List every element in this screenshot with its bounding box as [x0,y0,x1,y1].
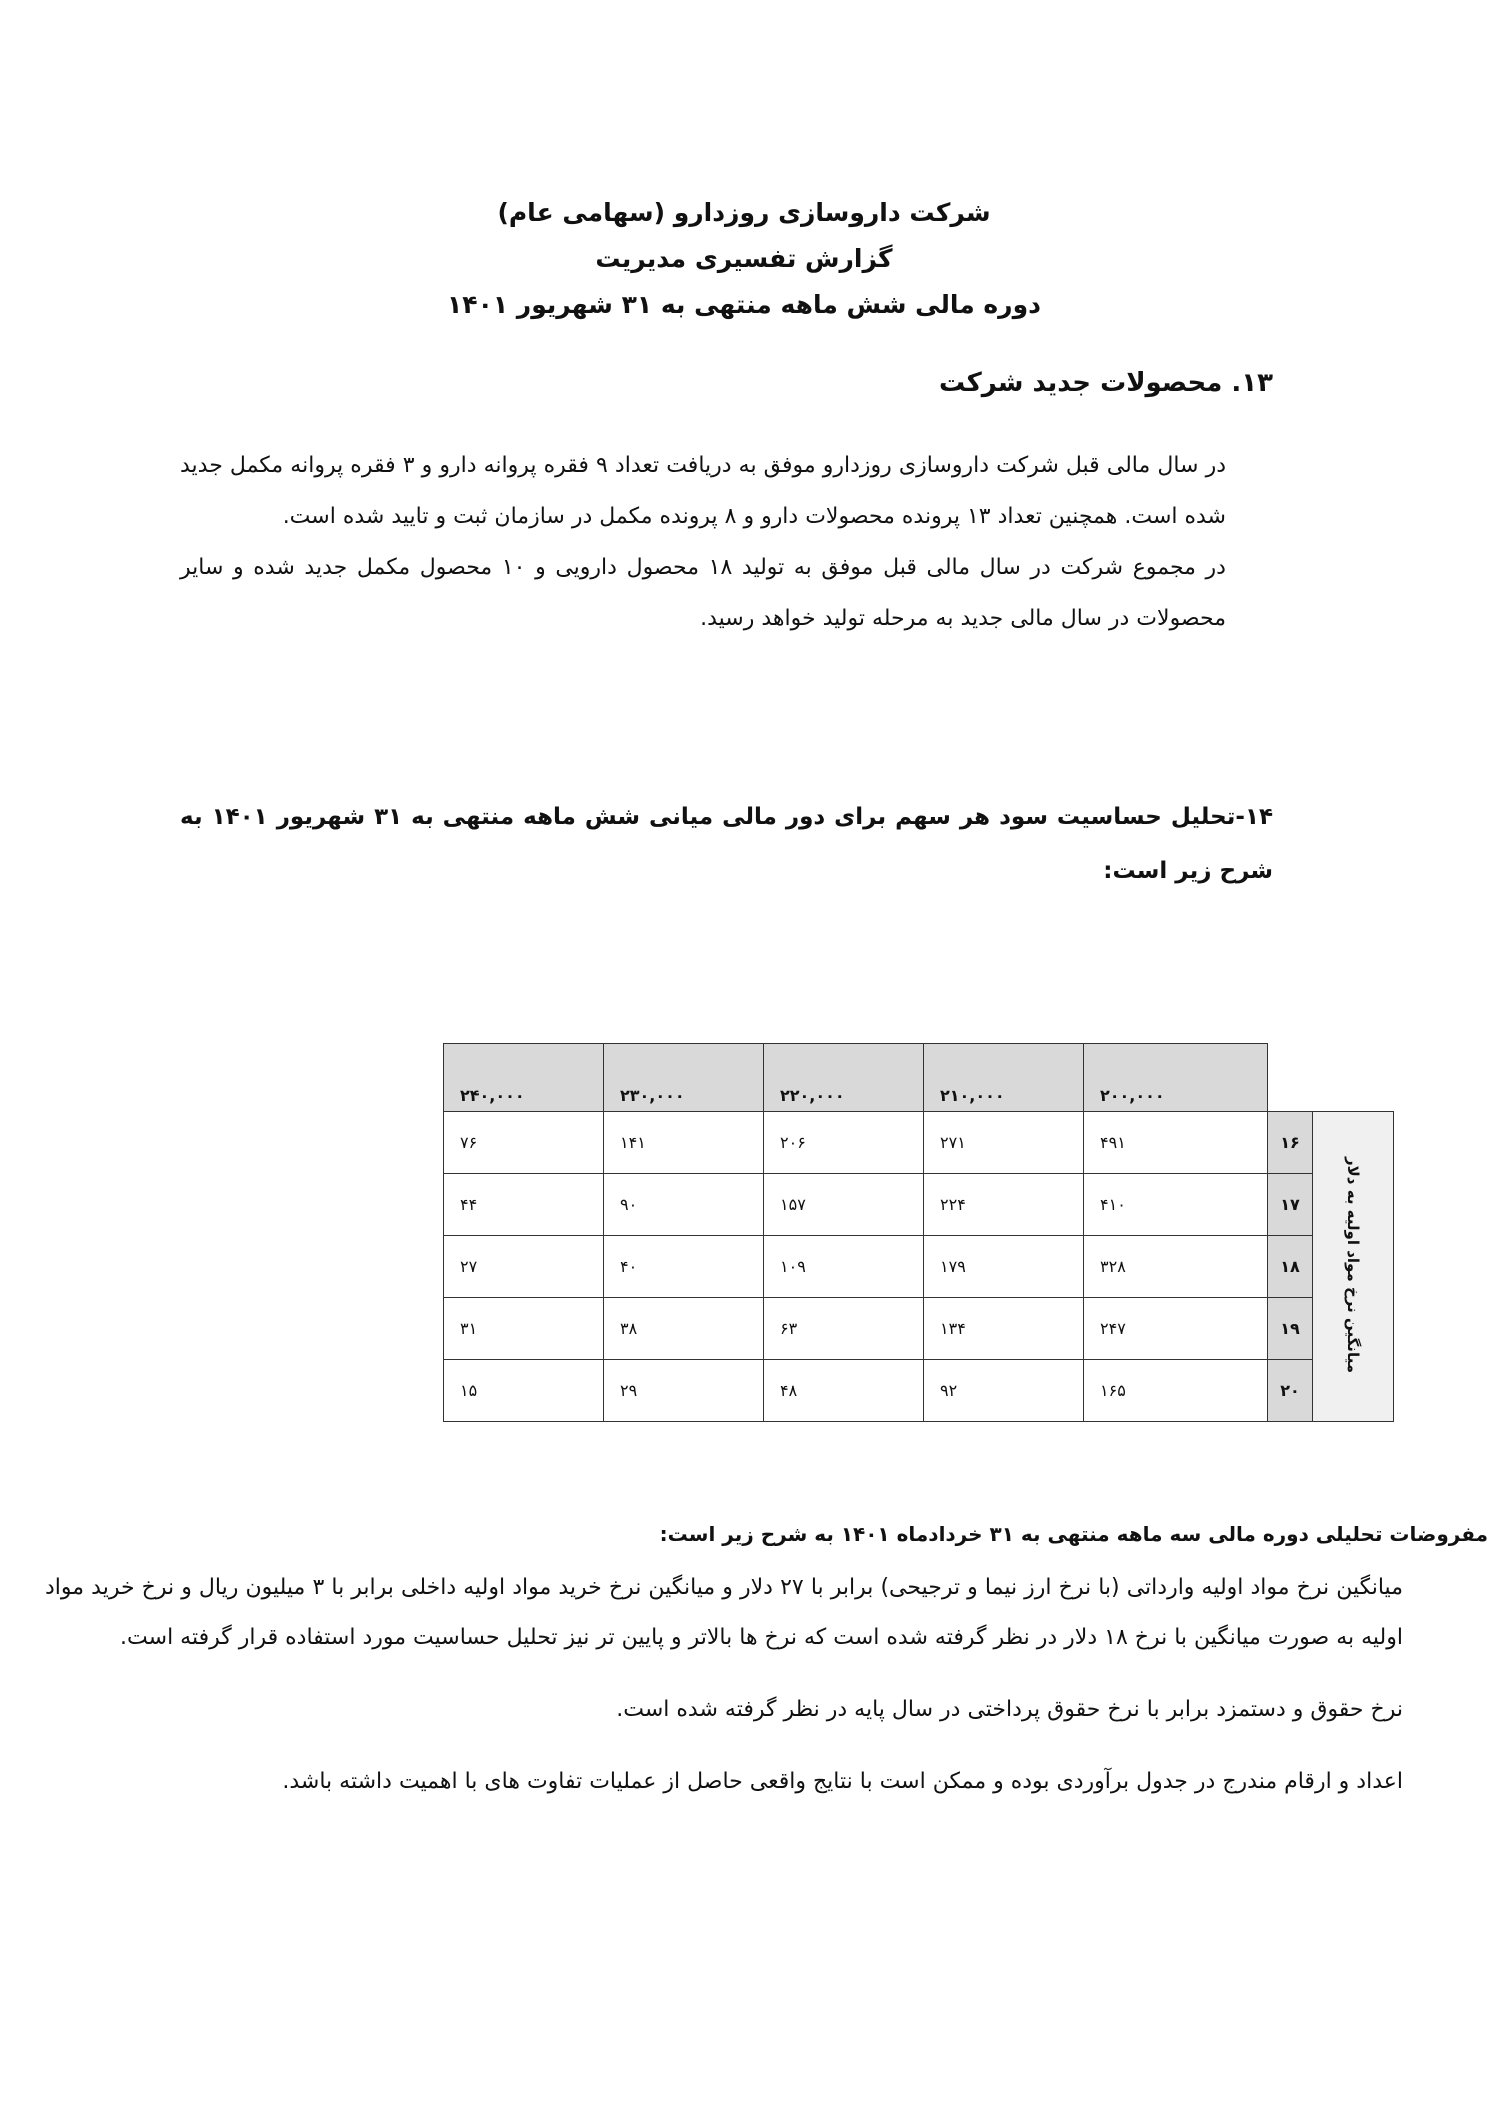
column-header: ۲۲۰,۰۰۰ [764,1044,924,1112]
section-13-body [180,440,1226,644]
table-cell: ۱۳۴ [924,1298,1084,1360]
table-row [444,1360,1394,1422]
table-cell: ۱۴۱ [604,1112,764,1174]
column-header: ۲۰۰,۰۰۰ [1084,1044,1268,1112]
table-header-row [444,1044,1394,1112]
report-header [0,190,1488,328]
column-header: ۲۳۰,۰۰۰ [604,1044,764,1112]
column-header: ۲۱۰,۰۰۰ [924,1044,1084,1112]
assumption-item: نرخ حقوق و دستمزد برابر با نرخ حقوق پرداختی در سال پایه در نظر گرفته شده است. [616,1697,1403,1722]
table-cell: ۴۹۱ [1084,1112,1268,1174]
table-row [444,1298,1394,1360]
column-header: ۲۴۰,۰۰۰ [444,1044,604,1112]
sensitivity-table [443,1043,1394,1422]
table-cell: ۴۴ [444,1174,604,1236]
section-13-paragraph-1: در سال مالی قبل شرکت داروسازی روزدارو موفق به دریافت تعداد ۹ فقره پروانه دارو و ۳ فقره پروانه مکمل جدید شده است. همچنین تعداد ۱۳ پرونده محصولات دارو و ۸ پرونده مکمل در سازمان ثبت و تایید شده است. [180,453,1226,529]
section-13-title: ۱۳. محصولات جدید شرکت [939,368,1273,398]
table-cell: ۲۰۶ [764,1112,924,1174]
assumptions-list [45,1563,1403,1829]
table-cell: ۲۷۱ [924,1112,1084,1174]
row-header: ۲۰ [1268,1360,1313,1422]
table-row [444,1174,1394,1236]
table-cell: ۹۲ [924,1360,1084,1422]
section-13-paragraph-2: در مجموع شرکت در سال مالی قبل موفق به تولید ۱۸ محصول دارویی و ۱۰ محصول مکمل جدید شده و سایر محصولات در سال مالی جدید به مرحله تولید خواهد رسید. [180,555,1226,631]
table-cell: ۴۰ [604,1236,764,1298]
table-cell: ۳۸ [604,1298,764,1360]
table-cell: ۱۵۷ [764,1174,924,1236]
row-header: ۱۸ [1268,1236,1313,1298]
row-header: ۱۷ [1268,1174,1313,1236]
table-cell: ۳۲۸ [1084,1236,1268,1298]
company-name: شرکت داروسازی روزدارو (سهامی عام) [497,198,991,227]
table-cell: ۲۲۴ [924,1174,1084,1236]
row-header: ۱۶ [1268,1112,1313,1174]
table-cell: ۳۱ [444,1298,604,1360]
section-14-title: ۱۴-تحلیل حساسیت سود هر سهم برای دور مالی میانی شش ماهه منتهی به ۳۱ شهریور ۱۴۰۱ به شرح زیر است: [180,804,1274,884]
table-cell: ۱۶۵ [1084,1360,1268,1422]
table-row [444,1236,1394,1298]
table-cell: ۷۶ [444,1112,604,1174]
table-row [444,1112,1394,1174]
table-cell: ۴۱۰ [1084,1174,1268,1236]
table-cell: ۲۹ [604,1360,764,1422]
table-cell: ۱۰۹ [764,1236,924,1298]
table-cell: ۱۵ [444,1360,604,1422]
table-cell: ۹۰ [604,1174,764,1236]
table-cell: ۲۷ [444,1236,604,1298]
table-cell: ۴۸ [764,1360,924,1422]
table-cell: ۱۷۹ [924,1236,1084,1298]
row-header: ۱۹ [1268,1298,1313,1360]
report-title: گزارش تفسیری مدیریت [595,244,893,273]
report-period: دوره مالی شش ماهه منتهی به ۳۱ شهریور ۱۴۰۱ [447,290,1041,319]
assumption-item: میانگین نرخ مواد اولیه وارداتی (با نرخ ارز نیما و ترجیحی) برابر با ۲۷ دلار و میانگین نرخ خرید مواد اولیه داخلی برابر با ۳ میلیون ریال و نرخ خرید مواد اولیه به صورت میانگین با نرخ ۱۸ دلار در نظر گرفته شده است که نرخ ها بالاتر و پایین تر نیز تحلیل حساسیت مورد استفاده قرار گرفته است. [45,1575,1403,1650]
assumption-item: اعداد و ارقام مندرج در جدول برآوردی بوده و ممکن است با نتایج واقعی حاصل از عملیات تفاوت های با اهمیت داشته باشد. [282,1769,1403,1794]
table-cell: ۶۳ [764,1298,924,1360]
table-cell: ۲۴۷ [1084,1298,1268,1360]
assumptions-title: مفروضات تحلیلی دوره مالی سه ماهه منتهی به ۳۱ خردادماه ۱۴۰۱ به شرح زیر است: [659,1522,1488,1546]
row-group-label: میانگین نرخ مواد اولیه به دلار [1313,1112,1394,1422]
